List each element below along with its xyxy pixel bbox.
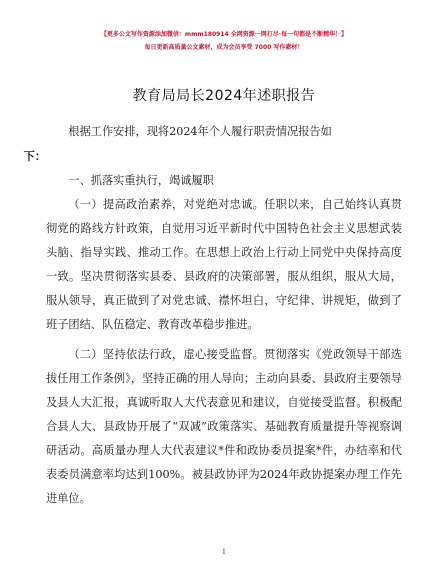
page-number: 1	[221, 548, 227, 556]
paragraph-2: （二）坚持依法行政，虚心接受监督。贯彻落实《党政领导干部选拔任用工作条例》，坚持正确的用人导向；主动向县委、县政府主要领导及县人大汇报，真诚听取人大代表意见和建议，自觉接受监督。积极配合县人大、县政协开展了“双减”政策落实、基础教育质量提升等视察调研活动。高质量办理人大代表建议*件和政协委员提案*件，办结率和代表委员满意率均达到100%。被县政协评为2024年政协提案办理工作先进单位。	[46, 348, 402, 505]
document-body	[23, 120, 402, 511]
promo-banner-line2: 每日更新高质量公文素材，成为会员享受 7000 写作素材！	[144, 44, 304, 51]
document-title: 教育局局长2024年述职报告	[132, 88, 316, 104]
paragraph-1: （一）提高政治素养，对党绝对忠诚。任职以来，自己始终认真贯彻党的路线方针政策，自觉用习近平新时代中国特色社会主义思想武装头脑、指导实践、推动工作。在思想上政治上行动上同党中央保持高度一致。坚决贯彻落实县委、县政府的决策部署，服从组织，服从大局，服从领导，真正做到了对党忠诚、襟怀坦白，守纪律、讲规矩，做到了班子团结、队伍稳定、教育改革稳步推进。	[46, 198, 402, 331]
section-heading: 一、抓落实重执行，竭诚履职	[68, 174, 214, 187]
promo-banner-line1: 【更多公文写作资源添加微信：mmm180914 全网资源一网打尽·每一句都是不断精华！】	[100, 31, 348, 38]
intro-text: 根据工作安排，现将2024年个人履行职责情况报告如	[68, 125, 332, 138]
intro-text-end: 下：	[23, 149, 46, 163]
intro-paragraph	[23, 120, 402, 169]
